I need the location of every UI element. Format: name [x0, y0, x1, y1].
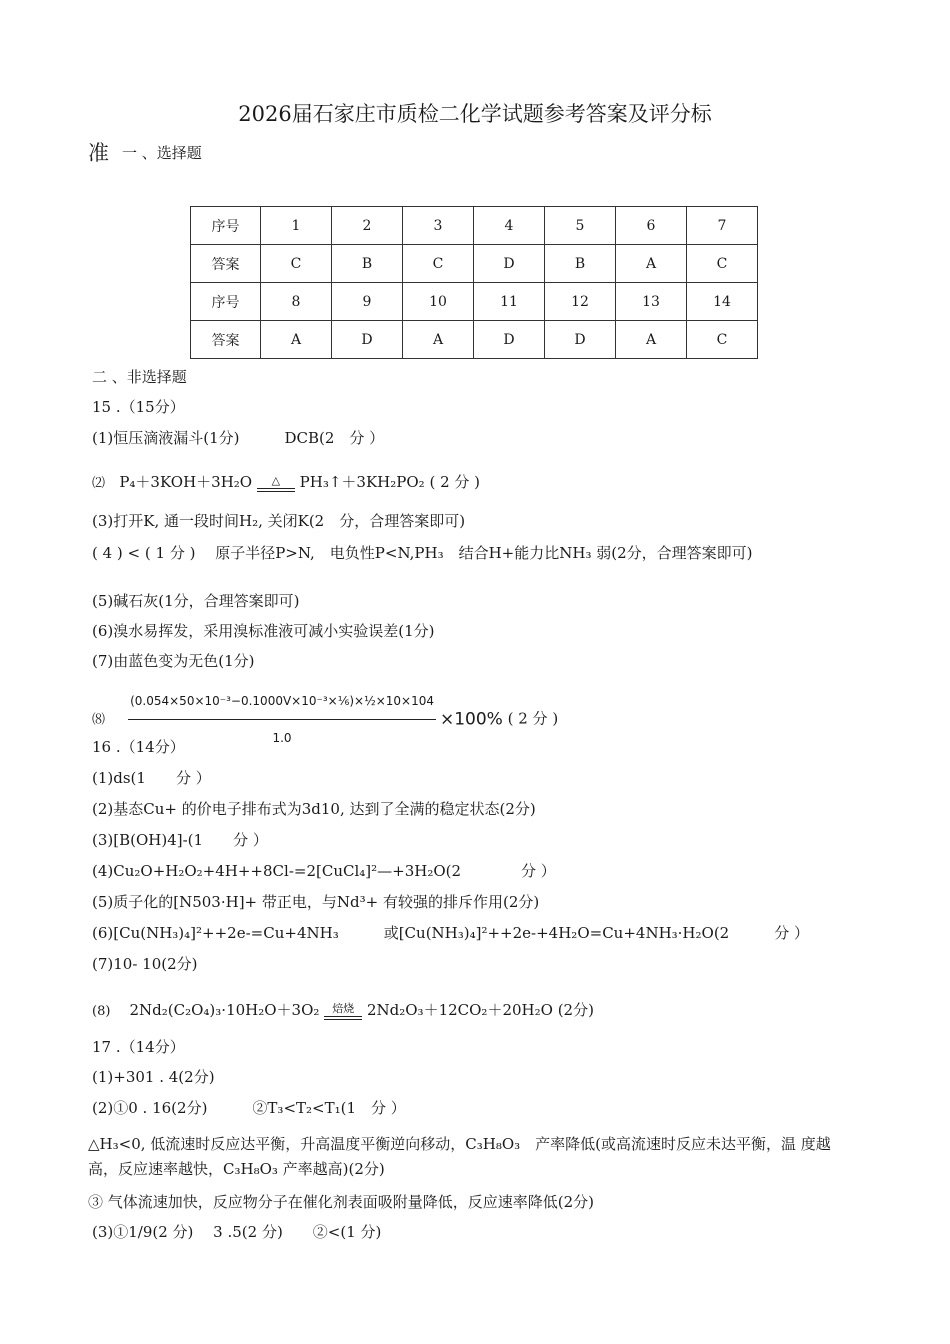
q15-answer-7: (7)由蓝色变为无色(1分): [92, 652, 255, 670]
q15-answer-2: [92, 472, 480, 494]
table-cell: 1: [261, 207, 332, 245]
table-cell: 11: [474, 283, 545, 321]
table-cell: 7: [687, 207, 758, 245]
fraction-numerator: (0.054×50×10⁻³−0.1000V×10⁻³×⅙)×½×10×104: [128, 684, 436, 720]
table-cell: 13: [616, 283, 687, 321]
table-row: [191, 283, 758, 321]
table-cell: D: [332, 321, 403, 359]
table-cell: B: [545, 245, 616, 283]
table-cell: 2: [332, 207, 403, 245]
table-cell: 4: [474, 207, 545, 245]
equation-right: PH₃↑＋3KH₂PO₂: [299, 473, 425, 491]
q17-answer-3: △H₃<0, 低流速时反应达平衡，升高温度平衡逆向移动，C₃H₈O₃ 产率降低(或高流速时反应未达平衡，温 度越高，反应速率越快，C₃H₈O₃ 产率越高)(2分): [88, 1135, 831, 1178]
q15-answer-8-label: ⑻: [92, 712, 106, 728]
table-cell: 14: [687, 283, 758, 321]
table-cell: 12: [545, 283, 616, 321]
table-cell: 序号: [191, 283, 261, 321]
q16-answer-3: (3)[B(OH)4]-(1 分 ）: [92, 831, 268, 849]
q16-answer-2: (2)基态Cu+ 的价电子排布式为3d10, 达到了全满的稳定状态(2分): [92, 800, 536, 818]
q17-answer-4: ③ 气体流速加快，反应物分子在催化剂表面吸附量降低，反应速率降低(2分): [88, 1193, 595, 1211]
q16-answer-8-label: (8): [92, 1004, 111, 1019]
table-cell: 9: [332, 283, 403, 321]
q16-answer-7: (7)10- 10(2分): [92, 955, 198, 973]
table-cell: B: [332, 245, 403, 283]
q15-answer-6: (6)溴水易挥发，采用溴标准液可减小实验误差(1分): [92, 622, 435, 640]
percent-factor: ×100%: [439, 709, 503, 730]
table-cell: D: [474, 321, 545, 359]
table-cell: A: [403, 321, 474, 359]
equals-sign: [257, 488, 295, 492]
table-cell: C: [687, 321, 758, 359]
q16-answer-5: (5)质子化的[N503·H]+ 带正电，与Nd³+ 有较强的排斥作用(2分): [92, 893, 540, 911]
table-cell: 序号: [191, 207, 261, 245]
q16-answer-6: (6)[Cu(NH₃)₄]²++2e-=Cu+4NH₃ 或[Cu(NH₃)₄]²++2e-+4H₂O=Cu+4NH₃·H₂O(2 分 ）: [92, 924, 809, 942]
table-cell: D: [545, 321, 616, 359]
page-title-tail: 准: [88, 141, 109, 165]
q15-answer-4: ( 4 ) < ( 1 分 ) 原子半径P>N, 电负性P<N,PH₃ 结合H+能力比NH₃ 弱(2分，合理答案即可): [92, 544, 753, 562]
q15-answer-5: (5)碱石灰(1分，合理答案即可): [92, 592, 300, 610]
equation-condition: [324, 1003, 362, 1020]
table-cell: C: [403, 245, 474, 283]
q16-answer-8: [92, 1000, 594, 1022]
table-cell: C: [261, 245, 332, 283]
table-row: [191, 207, 758, 245]
table-cell: 6: [616, 207, 687, 245]
q16-answer-4: (4)Cu₂O+H₂O₂+4H++8Cl-=2[CuCl₄]²—+3H₂O(2 分 ）: [92, 862, 556, 880]
table-cell: 8: [261, 283, 332, 321]
table-row: [191, 321, 758, 359]
q15-header: 15 .（15分）: [92, 398, 185, 416]
table-row: [191, 245, 758, 283]
q16-header: 16 .（14分）: [92, 738, 185, 756]
heat-symbol: △: [271, 473, 281, 487]
table-cell: A: [616, 245, 687, 283]
score: (2分): [557, 1001, 594, 1019]
section-heading-choice: 一 、选择题: [122, 144, 202, 162]
table-cell: 答案: [191, 321, 261, 359]
score: ( 2 分 ): [507, 709, 559, 728]
equation-left: 2Nd₂(C₂O₄)₃·10H₂O＋3O₂: [129, 1001, 320, 1019]
section-heading-nonchoice: 二 、非选择题: [92, 368, 187, 386]
page-title: 2026届石家庄市质检二化学试题参考答案及评分标: [238, 102, 712, 126]
q17-answer-2: (2)①0 . 16(2分) ②T₃<T₂<T₁(1 分 ）: [92, 1099, 406, 1117]
equation-left: P₄＋3KOH＋3H₂O: [119, 473, 253, 491]
fraction-denominator: 1.0: [272, 731, 292, 745]
score: ( 2 分 ): [429, 473, 481, 491]
q17-answer-1: (1)+301 . 4(2分): [92, 1068, 215, 1086]
answer-table: [190, 206, 758, 359]
equation-right: 2Nd₂O₃＋12CO₂＋20H₂O: [366, 1001, 553, 1019]
q15-answer-1: (1)恒压滴液漏斗(1分) DCB(2 分 ）: [92, 429, 385, 447]
table-cell: A: [616, 321, 687, 359]
q17-answer-5: (3)①1/9(2 分) 3 .5(2 分) ②<(1 分): [92, 1223, 382, 1241]
table-cell: 5: [545, 207, 616, 245]
q17-header: 17 .（14分）: [92, 1038, 185, 1056]
table-cell: 答案: [191, 245, 261, 283]
table-cell: C: [687, 245, 758, 283]
table-cell: D: [474, 245, 545, 283]
table-cell: 10: [403, 283, 474, 321]
table-cell: A: [261, 321, 332, 359]
table-cell: 3: [403, 207, 474, 245]
q16-answer-1: (1)ds(1 分 ）: [92, 769, 211, 787]
equation-condition: [257, 475, 295, 492]
q15-answer-3: (3)打开K, 通一段时间H₂, 关闭K(2 分，合理答案即可): [92, 512, 466, 530]
equals-sign: [324, 1016, 362, 1020]
condition-label: 焙烧: [332, 1001, 355, 1015]
q15-answer-2-label: ⑵: [92, 476, 106, 491]
